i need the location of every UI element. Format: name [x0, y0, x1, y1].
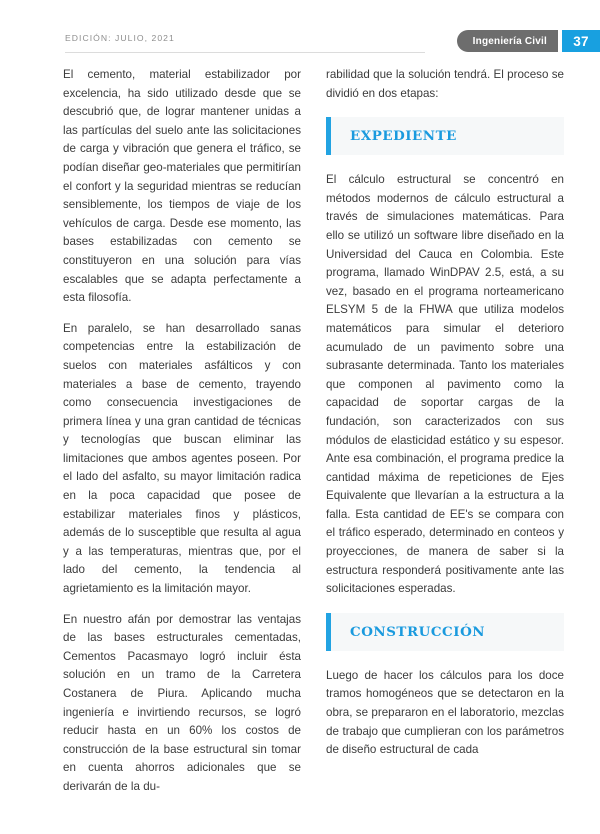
header-badge: [457, 30, 600, 52]
header-divider: [65, 52, 425, 53]
section-heading-label: EXPEDIENTE: [350, 128, 457, 145]
article-body: [0, 66, 600, 834]
page-header: [0, 0, 600, 66]
section-heading-construccion: [326, 613, 564, 651]
paragraph: El cálculo estructural se concentró en métodos modernos de cálculo estructural a través de simulaciones matemáticas. Para ello se utilizó un software libre diseñado en la Universidad del Cauca en Colombia. Este programa, llamado WinDPAV 2.5, está, a su vez, basado en el programa norteamericano ELSYM 5 de la FHWA que utiliza modelos matemáticos para simular el deterioro acumulado de un pavimento sobre una subrasante determinada. Tanto los materiales que componen al pavimento como la capacidad de soportar cargas de la fundación, son caracterizados con sus módulos de elasticidad estático y su espesor. Ante esa combinación, el programa predice la cantidad máxima de repeticiones de Ejes Equivalente que llevarían a la estructura a la falla. Esta cantidad de EE's se compara con el tráfico esperado, determinado en conteos y proyecciones, de manera de saber si la estructura responderá positivamente ante las solicitaciones esperadas.: [326, 173, 564, 596]
section-heading-label: CONSTRUCCIÓN: [350, 623, 486, 640]
paragraph: En paralelo, se han desarrollado sanas competencias entre la estabilización de suelos con materiales asfálticos y con materiales a base de cemento, trayendo como consecuencia investigaciones de primera línea y una gran cantidad de técnicas y tecnologías que buscan eliminar las limitaciones que ambos agentes poseen. Por el lado del asfalto, su mayor limitación radica en la poca capacidad que posee de estabilizar materiales finos y plásticos, además de lo susceptible que resulta al agua y a las temperaturas, mientras que, por el lado del cemento, la tendencia al agrietamiento es la limitación mayor.: [63, 321, 301, 596]
accent-bar: [326, 613, 331, 651]
paragraph: rabilidad que la solución tendrá. El proceso se dividió en dos etapas:: [326, 68, 564, 100]
paragraph: El cemento, material estabilizador por excelencia, ha sido utilizado desde que se descubrió que, de lograr mantener unidas a las partículas del suelo ante las solicitaciones de carga y vibración que genera el tráfico, se podían diseñar geo-materiales que permitirían el confort y la seguridad mientras se reducían sensiblemente, los tiempos de viaje de los vehículos de carga. Desde ese momento, las bases estabilizadas con cemento se constituyeron en una solución para vías escalables que se adapta perfectamente a esta filosofía.: [63, 68, 301, 305]
section-heading-expediente: [326, 117, 564, 155]
right-column: [326, 66, 564, 760]
left-column: [63, 66, 301, 797]
paragraph: Luego de hacer los cálculos para los doce tramos homogéneos que se detectaron en la obra, se prepararon en el laboratorio, mezclas de trabajo que cumplieran con los parámetros de diseño estructural de cada: [326, 668, 564, 757]
edition-label: EDICIÓN: JULIO, 2021: [65, 33, 175, 43]
paragraph: En nuestro afán por demostrar las ventajas de las bases estructurales cementadas, Cementos Pacasmayo logró incluir ésta solución en un tramo de la Carretera Costanera de Piura. Aplicando mucha ingeniería e invirtiendo recursos, se logró reducir hasta en un 60% los costos de construcción de la base estructural sin tomar en cuenta ahorros adicionales que se derivarán de la du-: [63, 612, 301, 793]
accent-bar: [326, 117, 331, 155]
page-number-badge: 37: [562, 30, 600, 52]
section-badge-label: Ingeniería Civil: [457, 30, 558, 52]
